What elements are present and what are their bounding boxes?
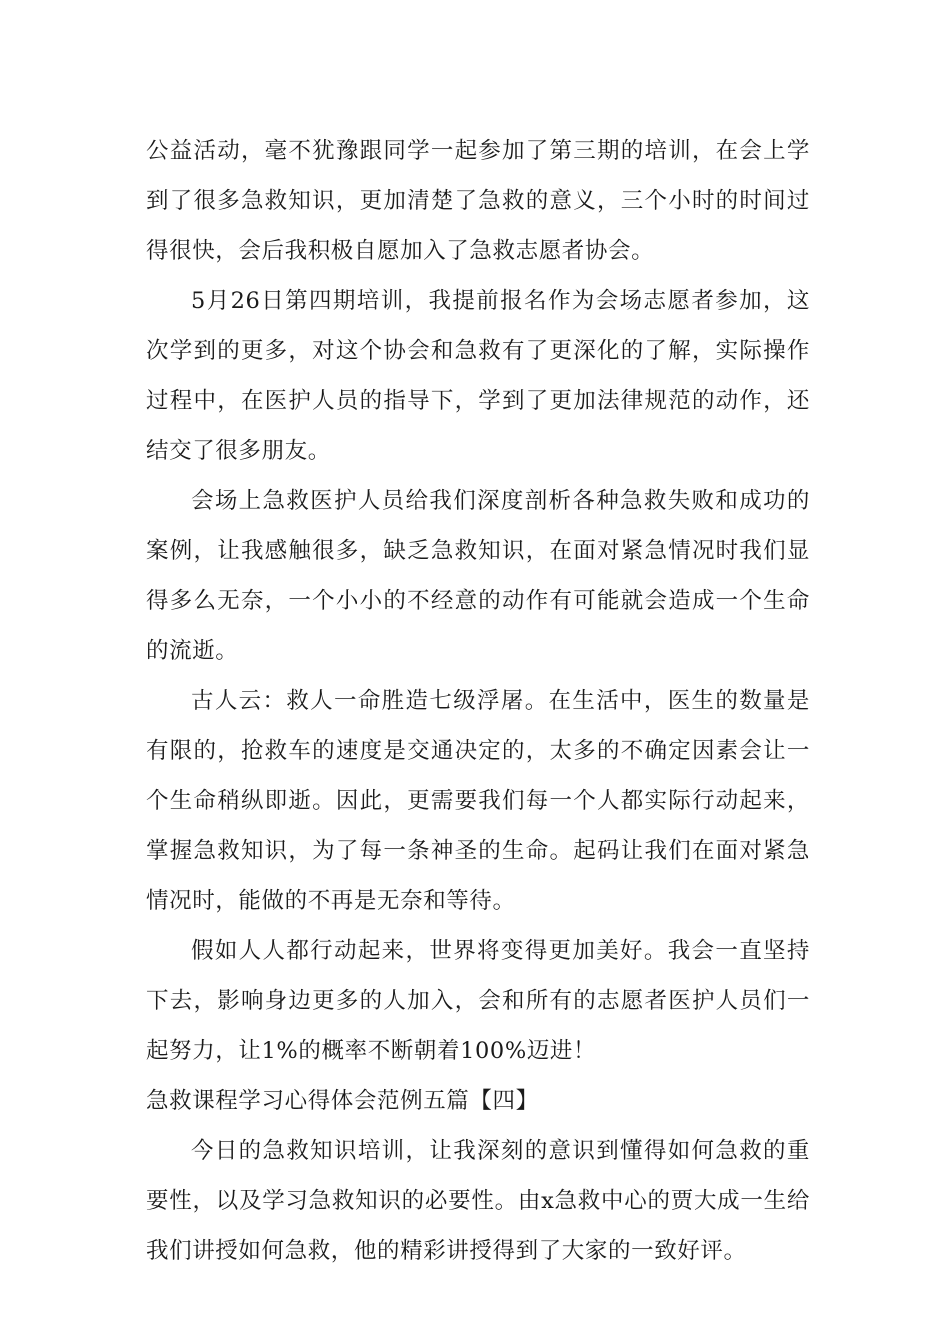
document-body [146,126,810,1276]
section-heading: 急救课程学习心得体会范例五篇【四】 [146,1088,539,1114]
paragraph-2: 5月26日第四期培训，我提前报名作为会场志愿者参加，这次学到的更多，对这个协会和急救有了更深化的了解，实际操作过程中，在医护人员的指导下，学到了更加法律规范的动作，还结交了很多朋友。 [146,288,810,464]
paragraph-3: 会场上急救医护人员给我们深度剖析各种急救失败和成功的案例，让我感触很多，缺乏急救知识，在面对紧急情况时我们显得多么无奈，一个小小的不经意的动作有可能就会造成一个生命的流逝。 [146,488,810,664]
paragraph-6: 今日的急救知识培训，让我深刻的意识到懂得如何急救的重要性，以及学习急救知识的必要性。由x急救中心的贾大成一生给我们讲授如何急救，他的精彩讲授得到了大家的一致好评。 [146,1138,810,1264]
paragraph-4: 古人云：救人一命胜造七级浮屠。在生活中，医生的数量是有限的，抢救车的速度是交通决定的，太多的不确定因素会让一个生命稍纵即逝。因此，更需要我们每一个人都实际行动起来，掌握急救知识，为了每一条神圣的生命。起码让我们在面对紧急情况时，能做的不再是无奈和等待。 [146,688,810,914]
paragraph-5: 假如人人都行动起来，世界将变得更加美好。我会一直坚持下去，影响身边更多的人加入，会和所有的志愿者医护人员们一起努力，让1%的概率不断朝着100%迈进！ [146,938,810,1064]
paragraph-1: 公益活动，毫不犹豫跟同学一起参加了第三期的培训，在会上学到了很多急救知识，更加清楚了急救的意义，三个小时的时间过得很快，会后我积极自愿加入了急救志愿者协会。 [146,138,810,264]
